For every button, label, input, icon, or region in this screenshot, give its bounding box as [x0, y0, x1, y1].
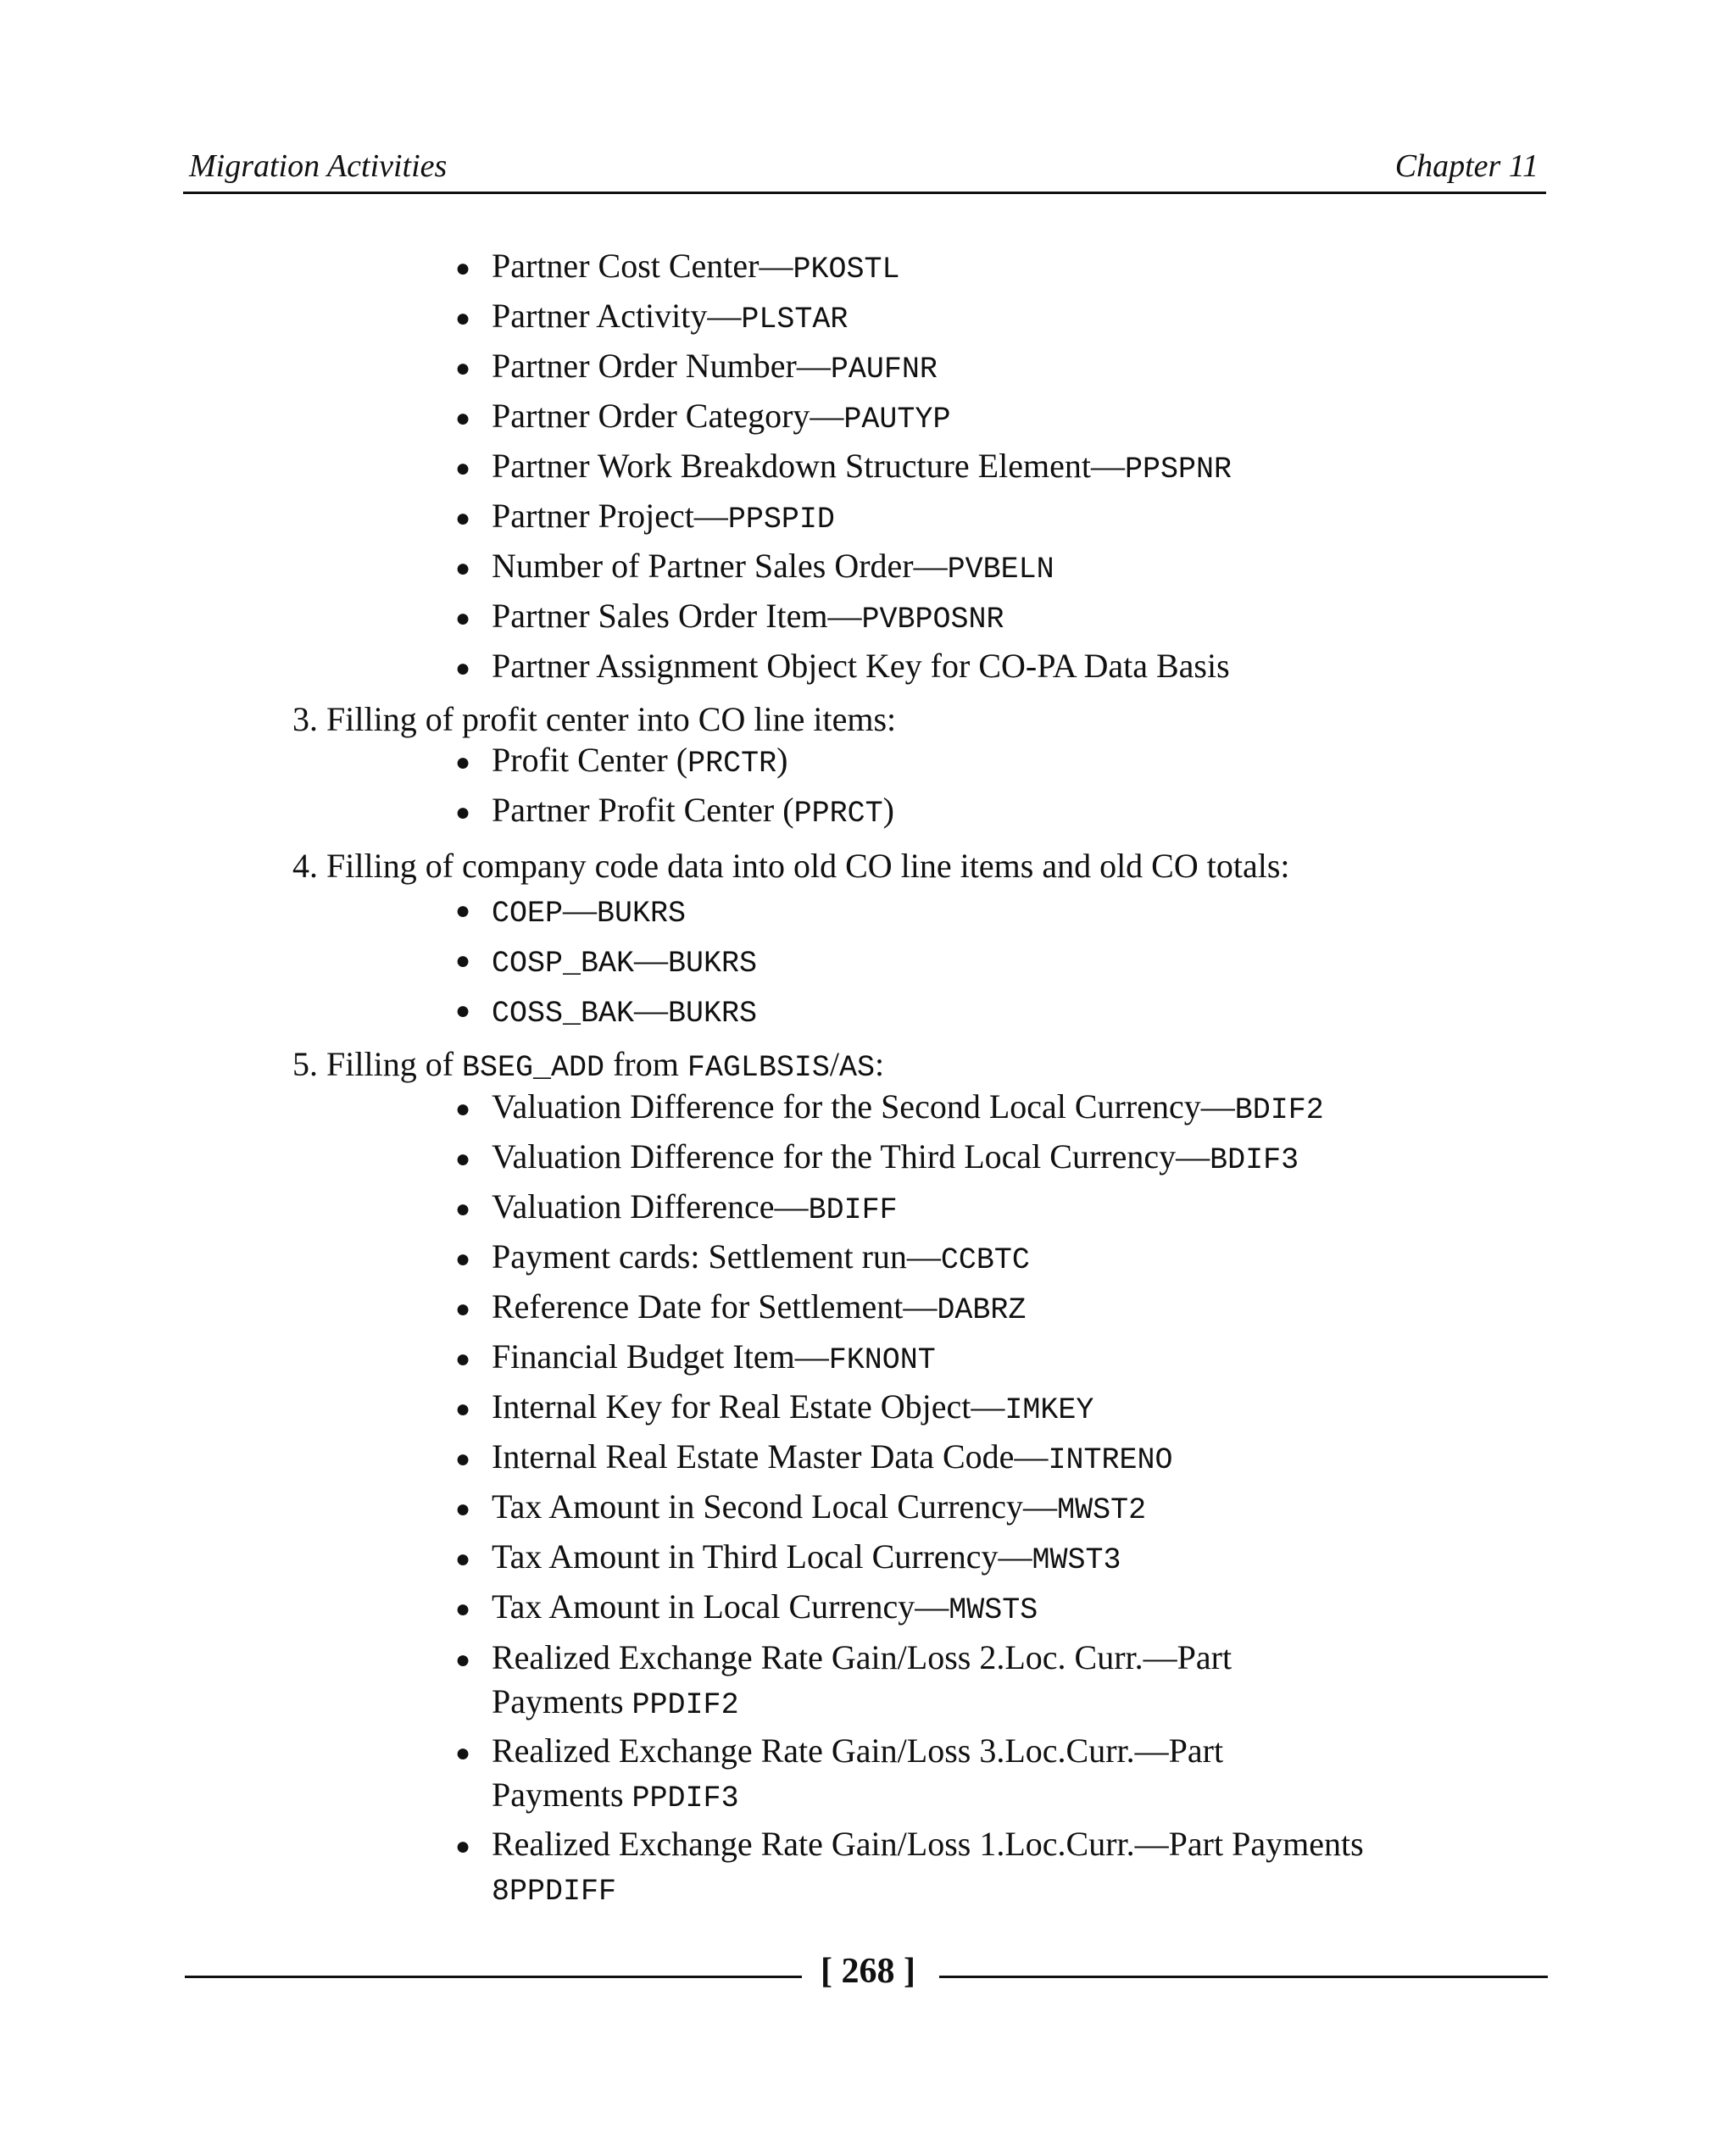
list-item-continuation: 8PPDIFF [492, 1875, 617, 1909]
bullet-marker: ● [455, 1095, 471, 1123]
bullet-marker: ● [455, 1195, 471, 1223]
list-item: Partner Cost Center—PKOSTL [492, 247, 900, 286]
list-item: Partner Activity—PLSTAR [492, 297, 849, 336]
list-item: Tax Amount in Third Local Currency—MWST3 [492, 1537, 1121, 1577]
list-item: COEP—BUKRS [492, 891, 687, 931]
list-item: Financial Budget Item—FKNONT [492, 1337, 936, 1377]
bullet-marker: ● [455, 554, 471, 582]
bullet-marker: ● [455, 354, 471, 382]
bullet-marker: ● [455, 1739, 471, 1767]
bullet-marker: ● [455, 1495, 471, 1523]
bullet-marker: ● [455, 654, 471, 682]
list-item: Partner Sales Order Item—PVBPOSNR [492, 597, 1004, 636]
bullet-marker: ● [455, 1145, 471, 1173]
list-item: Realized Exchange Rate Gain/Loss 3.Loc.Curr.—Part [492, 1731, 1224, 1770]
step-number: 3. [292, 700, 318, 738]
step-text: Filling of profit center into CO line items: [326, 700, 897, 738]
step-number: 4. [292, 847, 318, 885]
list-item: Payment cards: Settlement run—CCBTC [492, 1237, 1030, 1277]
bullet-marker: ● [455, 997, 471, 1025]
bullet-marker: ● [455, 304, 471, 332]
list-item: Internal Real Estate Master Data Code—INTRENO [492, 1437, 1173, 1477]
step-4 [292, 848, 1290, 885]
list-item: Partner Assignment Object Key for CO-PA Data Basis [492, 647, 1230, 685]
list-item: Partner Work Breakdown Structure Element—PPSPNR [492, 447, 1232, 486]
bullet-marker: ● [455, 1245, 471, 1273]
bullet-marker: ● [455, 798, 471, 826]
bullet-marker: ● [455, 1832, 471, 1860]
list-item-continuation: Payments PPDIF2 [492, 1682, 739, 1722]
list-item: Partner Order Category—PAUTYP [492, 397, 951, 436]
list-item: COSP_BAK—BUKRS [492, 941, 758, 981]
list-item: Valuation Difference for the Second Local Currency—BDIF2 [492, 1087, 1324, 1127]
bullet-marker: ● [455, 1295, 471, 1323]
list-item: Partner Profit Center (PPRCT) [492, 791, 894, 831]
list-item: Internal Key for Real Estate Object—IMKEY [492, 1387, 1094, 1427]
list-item: Valuation Difference for the Third Local Currency—BDIF3 [492, 1137, 1299, 1177]
header-chapter: Chapter 11 [1394, 148, 1538, 184]
list-item: Profit Center (PRCTR) [492, 741, 788, 781]
list-item: Valuation Difference—BDIFF [492, 1187, 898, 1227]
list-item: Reference Date for Settlement—DABRZ [492, 1287, 1027, 1327]
list-item: Tax Amount in Local Currency—MWSTS [492, 1587, 1038, 1627]
list-item: Partner Order Number—PAUFNR [492, 347, 938, 386]
bullet-marker: ● [455, 404, 471, 432]
bullet-marker: ● [455, 897, 471, 925]
running-header [183, 142, 1546, 194]
header-section-title: Migration Activities [189, 148, 448, 184]
bullet-marker: ● [455, 1646, 471, 1674]
list-item: Realized Exchange Rate Gain/Loss 2.Loc. Curr.—Part [492, 1638, 1232, 1676]
bullet-marker: ● [455, 1345, 471, 1373]
bullet-marker: ● [455, 254, 471, 282]
bullet-marker: ● [455, 504, 471, 532]
bullet-marker: ● [455, 1395, 471, 1423]
list-item: COSS_BAK—BUKRS [492, 991, 758, 1031]
bullet-marker: ● [455, 454, 471, 482]
list-item: Number of Partner Sales Order—PVBELN [492, 547, 1054, 586]
list-item-continuation: Payments PPDIF3 [492, 1776, 739, 1815]
bullet-marker: ● [455, 1445, 471, 1473]
step-3 [292, 701, 896, 738]
page-number: [ 268 ] [821, 1952, 915, 1991]
bullet-marker: ● [455, 1595, 471, 1623]
bullet-marker: ● [455, 604, 471, 632]
list-item: Tax Amount in Second Local Currency—MWST2 [492, 1487, 1147, 1527]
list-item: Realized Exchange Rate Gain/Loss 1.Loc.Curr.—Part Payments [492, 1825, 1364, 1863]
bullet-marker: ● [455, 947, 471, 975]
list-item: Partner Project—PPSPID [492, 497, 835, 536]
step-text: Filling of company code data into old CO line items and old CO totals: [326, 847, 1290, 885]
step-number: 5. [292, 1045, 318, 1083]
step-5: 5. Filling of BSEG_ADD from FAGLBSIS/AS: [292, 1045, 885, 1085]
bullet-marker: ● [455, 748, 471, 776]
bullet-marker: ● [455, 1545, 471, 1573]
